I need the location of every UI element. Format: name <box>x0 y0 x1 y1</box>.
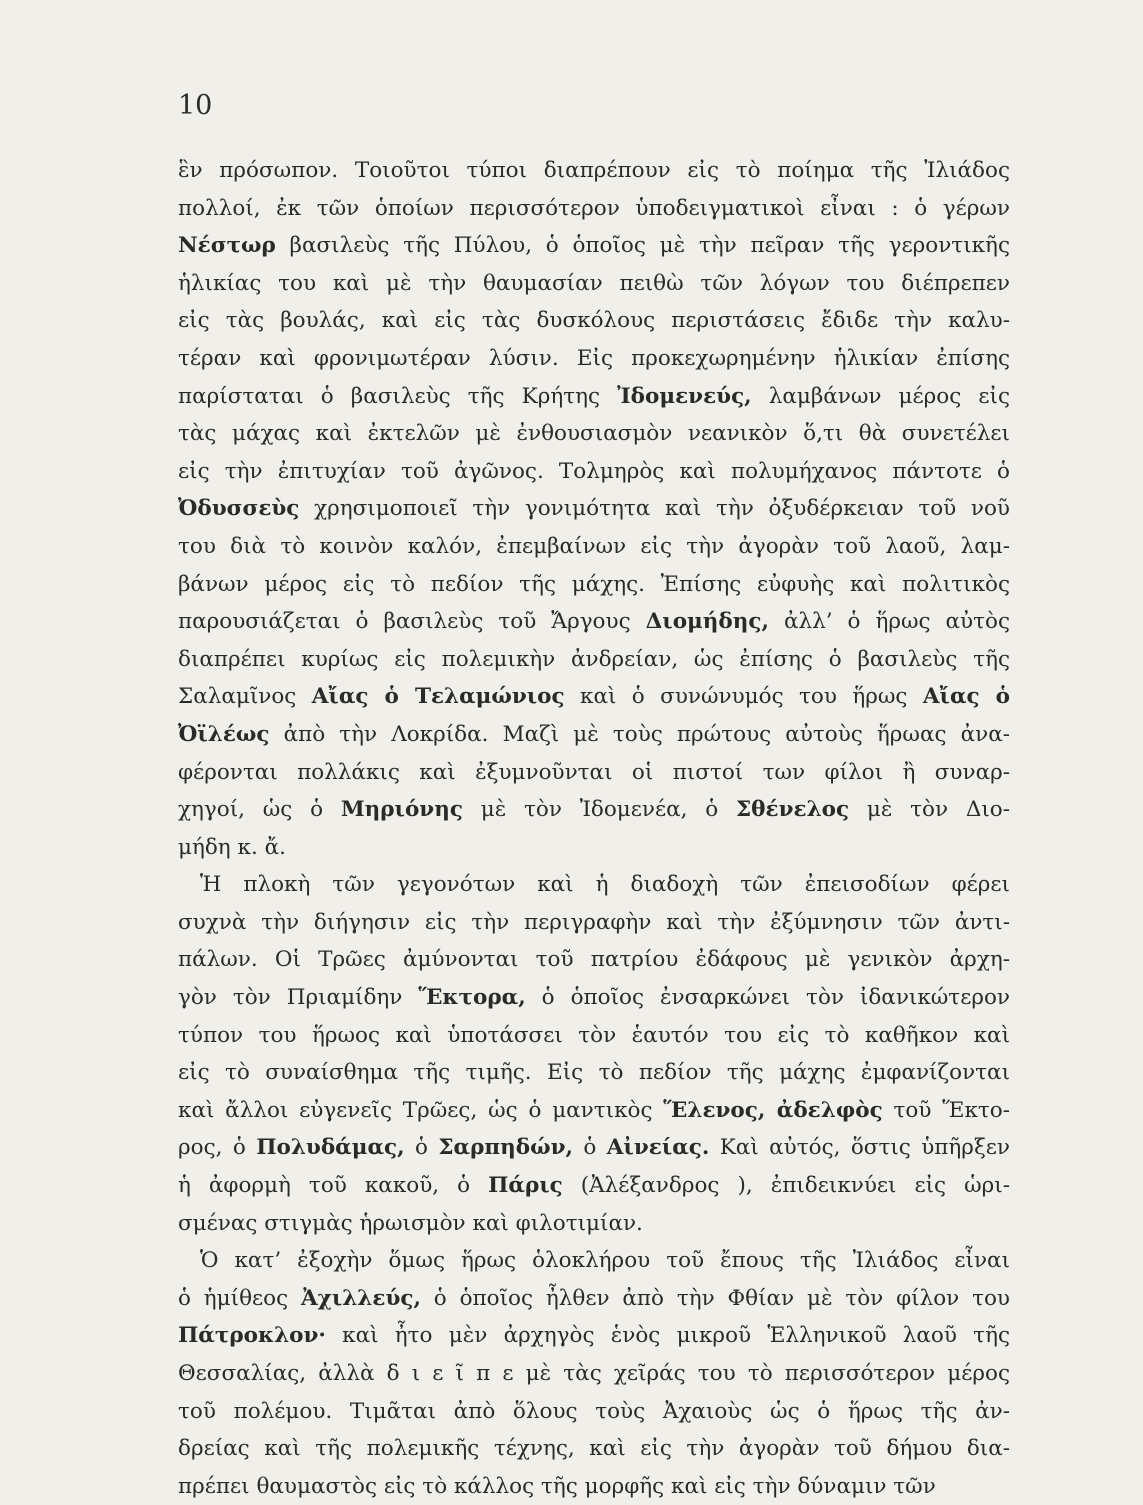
text-run: παρίσταται ὁ βασιλεὺς τῆς Κρήτης <box>178 383 618 409</box>
text-run: γὸν τὸν Πριαμίδην <box>178 985 419 1011</box>
text-run: συχνὰ τὴν διήγησιν εἰς τὴν περιγραφὴν καὶ τὴν ἐξύμνησιν τῶν ἀντι- <box>178 909 1010 935</box>
text-run: ἀπὸ τὴν Λοκρίδα. Μαζὶ μὲ τοὺς πρώτους αὐτοὺς ἥρωας ἀνα- <box>269 721 1010 747</box>
paragraph <box>178 152 1010 866</box>
text-line <box>178 378 1010 416</box>
text-run: καὶ ἦτο μὲν ἀρχηγὸς ἑνὸς μικροῦ Ἑλληνικοῦ λαοῦ τῆς <box>325 1323 1010 1349</box>
text-line <box>178 678 1010 716</box>
text-line <box>178 1468 1010 1505</box>
text-run: χρησιμοποιεῖ τὴν γονιμότητα καὶ τὴν ὀξυδέρκειαν τοῦ νοῦ <box>299 496 1010 522</box>
text-line <box>178 490 1010 528</box>
text-run: (Ἀλέξανδρος ), ἐπιδεικνύει εἰς ὡρι- <box>562 1173 1010 1199</box>
bold-name: Ἀχιλλεύς, <box>301 1285 421 1311</box>
text-run: ὁ ἡμίθεος <box>178 1285 301 1311</box>
text-line <box>178 340 1010 378</box>
text-run: βασιλεὺς τῆς Πύλου, ὁ ὁποῖος μὲ τὴν πεῖραν τῆς γεροντικῆς <box>275 233 1010 259</box>
text-run: μὲ τὸν Ἰδομενέα, ὁ <box>462 797 736 823</box>
text-line <box>178 1393 1010 1431</box>
text-run: εἰς τὰς βουλάς, καὶ εἰς τὰς δυσκόλους περιστάσεις ἔδιδε τὴν καλυ- <box>178 308 1010 334</box>
text-line <box>178 1054 1010 1092</box>
text-run: ὁ ὁποῖος ἐνσαρκώνει τὸν ἰδανικώτερον <box>525 985 1010 1011</box>
text-run: τέραν καὶ φρονιμωτέραν λύσιν. Εἰς προκεχωρημένην ἡλικίαν ἐπίσης <box>178 345 1010 371</box>
bold-name: Πάτροκλον· <box>178 1323 326 1349</box>
text-line <box>178 1355 1010 1393</box>
text-line <box>178 1167 1010 1205</box>
text-line <box>178 453 1010 491</box>
text-line <box>178 641 1010 679</box>
bold-name: Ἕλενος, ἀδελφὸς <box>663 1097 883 1123</box>
text-line <box>178 528 1010 566</box>
text-run: ἀλλ’ ὁ ἥρως αὐτὸς <box>768 609 1011 635</box>
text-line <box>178 566 1010 604</box>
text-line <box>178 754 1010 792</box>
text-line <box>178 1205 1010 1243</box>
text-line <box>178 1280 1010 1318</box>
bold-name: Ἰδομενεύς, <box>617 383 752 409</box>
text-line <box>178 1092 1010 1130</box>
text-line <box>178 829 1010 867</box>
text-line <box>178 603 1010 641</box>
text-line <box>178 265 1010 303</box>
text-run: του διὰ τὸ κοινὸν καλόν, ἐπεμβαίνων εἰς τὴν ἀγορὰν τοῦ λαοῦ, λαμ- <box>178 533 1010 559</box>
text-run: πολλοί, ἐκ τῶν ὁποίων περισσότερον ὑποδειγματικοὶ εἶναι : ὁ γέρων <box>178 195 1010 221</box>
bold-name: Πολυδάμας, <box>256 1135 405 1161</box>
text-run: ρος, ὁ <box>178 1135 257 1161</box>
text-run: πάλων. Οἱ Τρῶες ἀμύνονται τοῦ πατρίου ἐδάφους μὲ γενικὸν ἀρχη- <box>178 947 1010 973</box>
bold-name: Σθένελος <box>735 797 850 823</box>
bold-name: Νέστωρ <box>178 233 276 259</box>
text-line <box>178 227 1010 265</box>
text-run: μὲ τὸν Διο- <box>849 797 1010 823</box>
text-run: διαπρέπει κυρίως εἰς πολεμικὴν ἀνδρείαν, ὡς ἐπίσης ὁ βασιλεὺς τῆς <box>178 646 1010 672</box>
text-run: τοῦ πολέμου. Τιμᾶται ἀπὸ ὅλους τοὺς Ἀχαιοὺς ὡς ὁ ἥρως τῆς ἀν- <box>178 1398 1010 1424</box>
text-run: ὁ ὁποῖος ἦλθεν ἀπὸ τὴν Φθίαν μὲ τὸν φίλον του <box>420 1285 1010 1311</box>
text-line <box>178 1129 1010 1167</box>
text-run: ἡ ἀφορμὴ τοῦ κακοῦ, ὁ <box>178 1173 489 1199</box>
text-run: καὶ ἄλλοι εὐγενεῖς Τρῶες, ὡς ὁ μαντικὸς <box>178 1097 664 1123</box>
text-run: βάνων μέρος εἰς τὸ πεδίον τῆς μάχης. Ἐπίσης εὐφυὴς καὶ πολιτικὸς <box>178 571 1010 597</box>
text-run: ἓν πρόσωπον. Τοιοῦτοι τύποι διαπρέπουν εἰς τὸ ποίημα τῆς Ἰλιάδος <box>178 158 1010 183</box>
text-run: ἡλικίας του καὶ μὲ τὴν θαυμασίαν πειθὼ τῶν λόγων του διέπρεπεν <box>178 270 1010 296</box>
text-run: τοῦ Ἕκτο- <box>882 1097 1010 1123</box>
text-line <box>178 1017 1010 1055</box>
paragraph <box>178 1242 1010 1505</box>
text-run: ὁ <box>572 1135 607 1161</box>
text-run: Ἡ πλοκὴ τῶν γεγονότων καὶ ἡ διαδοχὴ τῶν ἐπεισοδίων φέρει <box>200 872 1010 898</box>
bold-name: Μηριόνης <box>340 797 463 823</box>
text-line <box>178 302 1010 340</box>
text-run: Σαλαμῖνος <box>178 684 312 710</box>
text-run: μήδη κ. ἄ. <box>178 834 286 860</box>
bold-name: Ὀϊλέως <box>178 721 270 747</box>
page-number: 10 <box>178 90 213 121</box>
bold-name: Αἰνείας. <box>606 1135 710 1161</box>
text-line <box>178 941 1010 979</box>
text-run: Ὁ κατ’ ἐξοχὴν ὅμως ἥρως ὁλοκλήρου τοῦ ἔπους τῆς Ἰλιάδος εἶναι <box>200 1248 1010 1274</box>
bold-name: Διομήδης, <box>645 609 769 635</box>
text-run: πρέπει θαυμαστὸς εἰς τὸ κάλλος τῆς μορφῆς καὶ εἰς τὴν δύναμιν τῶν <box>178 1473 936 1499</box>
text-line <box>178 1242 1010 1280</box>
text-run: τὰς μάχας καὶ ἐκτελῶν μὲ ἐνθουσιασμὸν νεανικὸν ὅ,τι θὰ συνετέλει <box>178 421 1010 447</box>
bold-name: Πάρις <box>488 1173 563 1199</box>
text-run: τύπον του ἥρωος καὶ ὑποτάσσει τὸν ἑαυτόν του εἰς τὸ καθῆκον καὶ <box>178 1022 1010 1048</box>
text-run: χηγοί, ὡς ὁ <box>178 797 341 823</box>
text-line <box>178 866 1010 904</box>
text-run: Καὶ αὐτός, ὅστις ὑπῆρξεν <box>709 1135 1010 1161</box>
text-run: εἰς τὴν ἐπιτυχίαν τοῦ ἀγῶνος. Τολμηρὸς καὶ πολυμήχανος πάντοτε ὁ <box>178 458 1010 484</box>
text-line <box>178 979 1010 1017</box>
text-line <box>178 152 1010 190</box>
text-line <box>178 415 1010 453</box>
text-run: φέρονται πολλάκις καὶ ἐξυμνοῦνται οἱ πιστοί των φίλοι ἢ συναρ- <box>178 759 1010 785</box>
bold-name: Ἕκτορα, <box>418 985 526 1011</box>
bold-name: Αἴας ὁ Τελαμώνιος <box>311 684 565 710</box>
text-line <box>178 904 1010 942</box>
text-run: καὶ ὁ συνώνυμός του ἥρως <box>564 684 923 710</box>
text-line <box>178 190 1010 228</box>
text-run: παρουσιάζεται ὁ βασιλεὺς τοῦ Ἄργους <box>178 609 646 635</box>
text-line <box>178 1430 1010 1468</box>
text-run: εἰς τὸ συναίσθημα τῆς τιμῆς. Εἰς τὸ πεδίον τῆς μάχης ἐμφανίζονται <box>178 1060 1010 1086</box>
bold-name: Σαρπηδών, <box>438 1135 573 1161</box>
text-run: δρείας καὶ τῆς πολεμικῆς τέχνης, καὶ εἰς τὴν ἀγορὰν τοῦ δήμου δια- <box>178 1436 1010 1462</box>
text-line <box>178 1317 1010 1355</box>
text-line <box>178 791 1010 829</box>
text-run: ὁ <box>404 1135 439 1161</box>
text-run: λαμβάνων μέρος εἰς <box>751 383 1010 409</box>
paragraph <box>178 866 1010 1242</box>
text-run: Θεσσαλίας, ἀλλὰ δ ι ε ῖ π ε μὲ τὰς χεῖράς του τὸ περισσότερον μέρος <box>178 1361 1010 1386</box>
body-text <box>178 152 1010 1505</box>
text-run: σμένας στιγμὰς ἡρωισμὸν καὶ φιλοτιμίαν. <box>178 1210 643 1236</box>
text-line <box>178 716 1010 754</box>
bold-name: Ὀδυσσεὺς <box>178 496 300 522</box>
bold-name: Αἴας ὁ <box>922 684 1010 710</box>
